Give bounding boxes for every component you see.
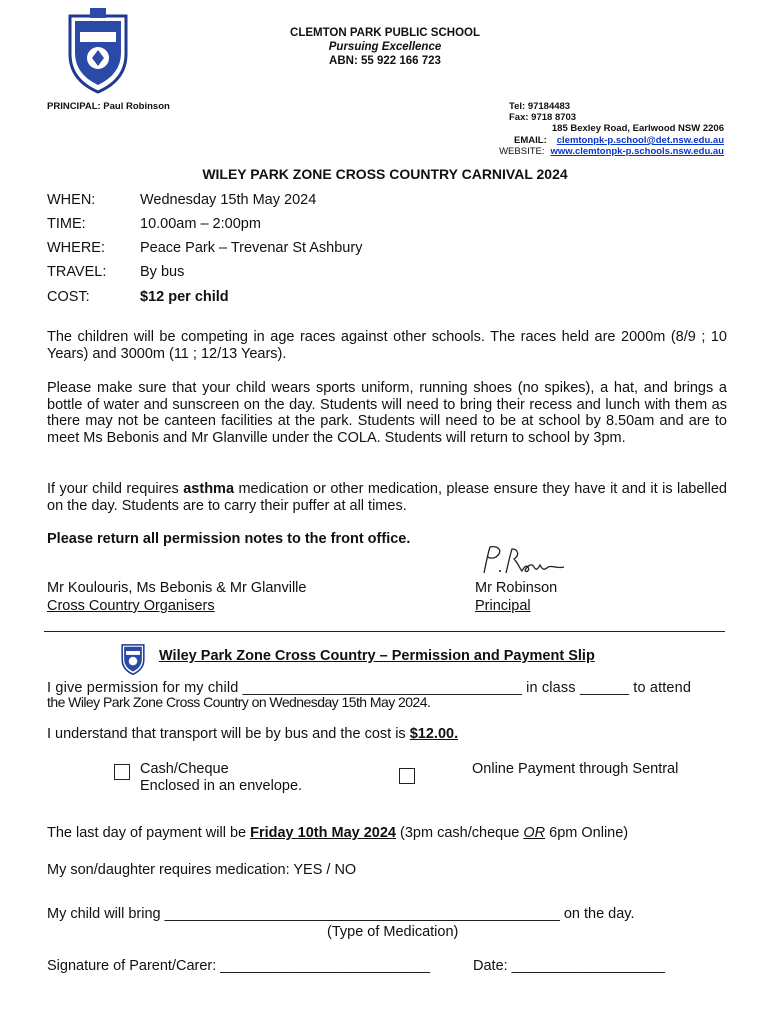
date-line[interactable]: Date: ___________________: [473, 958, 665, 974]
online-payment-label: Online Payment through Sentral: [472, 761, 679, 777]
detail-value-when: Wednesday 15th May 2024: [140, 192, 317, 208]
detail-value-travel: By bus: [140, 264, 185, 280]
detail-label-when: WHEN:: [47, 192, 96, 208]
detail-value-where: Peace Park – Trevenar St Ashbury: [140, 240, 363, 256]
permission-line-2: the Wiley Park Zone Cross Country on Wednesday 15th May 2024.: [47, 694, 431, 710]
email-link[interactable]: clemtonpk-p.school@det.nsw.edu.au: [556, 135, 724, 146]
slip-title: Wiley Park Zone Cross Country – Permission and Payment Slip: [159, 648, 595, 664]
requirements-paragraph: Please make sure that your child wears sports uniform, running shoes (no spikes), a hat, and brings a bottle of water and sunscreen on the day. Students will need to bring their recess and lunch with them as there may not be canteen facilities at the park. Students will need to be at school by 8.50am and are to meet Ms Bebonis and Mr Glanville under the COLA. Students will return to school by 3pm.: [47, 380, 727, 446]
transport-line: I understand that transport will be by bus and the cost is $12.00.: [47, 726, 459, 742]
principal-signature: [478, 543, 568, 577]
school-motto: Pursuing Excellence: [328, 41, 442, 53]
cash-cheque-label: Cash/Cheque Enclosed in an envelope.: [140, 761, 303, 794]
principal-sign-role: Principal: [475, 598, 531, 614]
organisers-role: Cross Country Organisers: [47, 598, 215, 614]
detail-label-where: WHERE:: [47, 240, 105, 256]
races-paragraph: The children will be competing in age races against other schools. The races held are 2000m (8/9 ; 10 Years) and 3000m (11 ; 12/13 Years).: [47, 329, 727, 362]
website-link[interactable]: www.clemtonpk-p.schools.nsw.edu.au: [550, 146, 724, 157]
email-label: EMAIL:: [514, 135, 547, 146]
school-abn: ABN: 55 922 166 723: [329, 55, 441, 67]
principal-sign-name: Mr Robinson: [475, 580, 558, 596]
slip-crest: [119, 641, 147, 675]
school-address: 185 Bexley Road, Earlwood NSW 2206: [551, 123, 724, 134]
detail-label-travel: TRAVEL:: [47, 264, 107, 280]
fax-number: Fax: 9718 8703: [509, 112, 577, 123]
payment-deadline: The last day of payment will be Friday 10th May 2024 (3pm cash/cheque OR 6pm Online): [47, 825, 629, 841]
medication-type-caption: (Type of Medication): [327, 924, 459, 940]
website-label: WEBSITE:: [499, 146, 545, 157]
event-title: WILEY PARK ZONE CROSS COUNTRY CARNIVAL 2024: [202, 166, 568, 182]
detail-value-cost: $12 per child: [140, 289, 229, 305]
detail-value-time: 10.00am – 2:00pm: [140, 216, 261, 232]
principal-name: PRINCIPAL: Paul Robinson: [47, 101, 170, 112]
medication-paragraph: If your child requires asthma medication or other medication, please ensure they have it and it is labelled on the day. Students are to carry their puffer at all times.: [47, 481, 727, 514]
tear-off-divider: [44, 631, 725, 632]
medication-question[interactable]: My son/daughter requires medication: YES / NO: [47, 862, 357, 878]
medication-bring-line[interactable]: My child will bring _________________________________________________ on the day.: [47, 906, 635, 922]
cash-cheque-checkbox[interactable]: [114, 764, 130, 780]
phone-number: Tel: 97184483: [509, 101, 571, 112]
online-payment-checkbox[interactable]: [399, 768, 415, 784]
detail-label-time: TIME:: [47, 216, 86, 232]
school-name: CLEMTON PARK PUBLIC SCHOOL: [290, 27, 480, 39]
organisers-names: Mr Koulouris, Ms Bebonis & Mr Glanville: [47, 580, 307, 596]
permission-line[interactable]: I give permission for my child __________________________________ in class ______ to attend: [47, 680, 692, 696]
parent-signature-line[interactable]: Signature of Parent/Carer: __________________________: [47, 958, 430, 974]
detail-label-cost: COST:: [47, 289, 90, 305]
return-note: Please return all permission notes to the front office.: [47, 531, 411, 547]
